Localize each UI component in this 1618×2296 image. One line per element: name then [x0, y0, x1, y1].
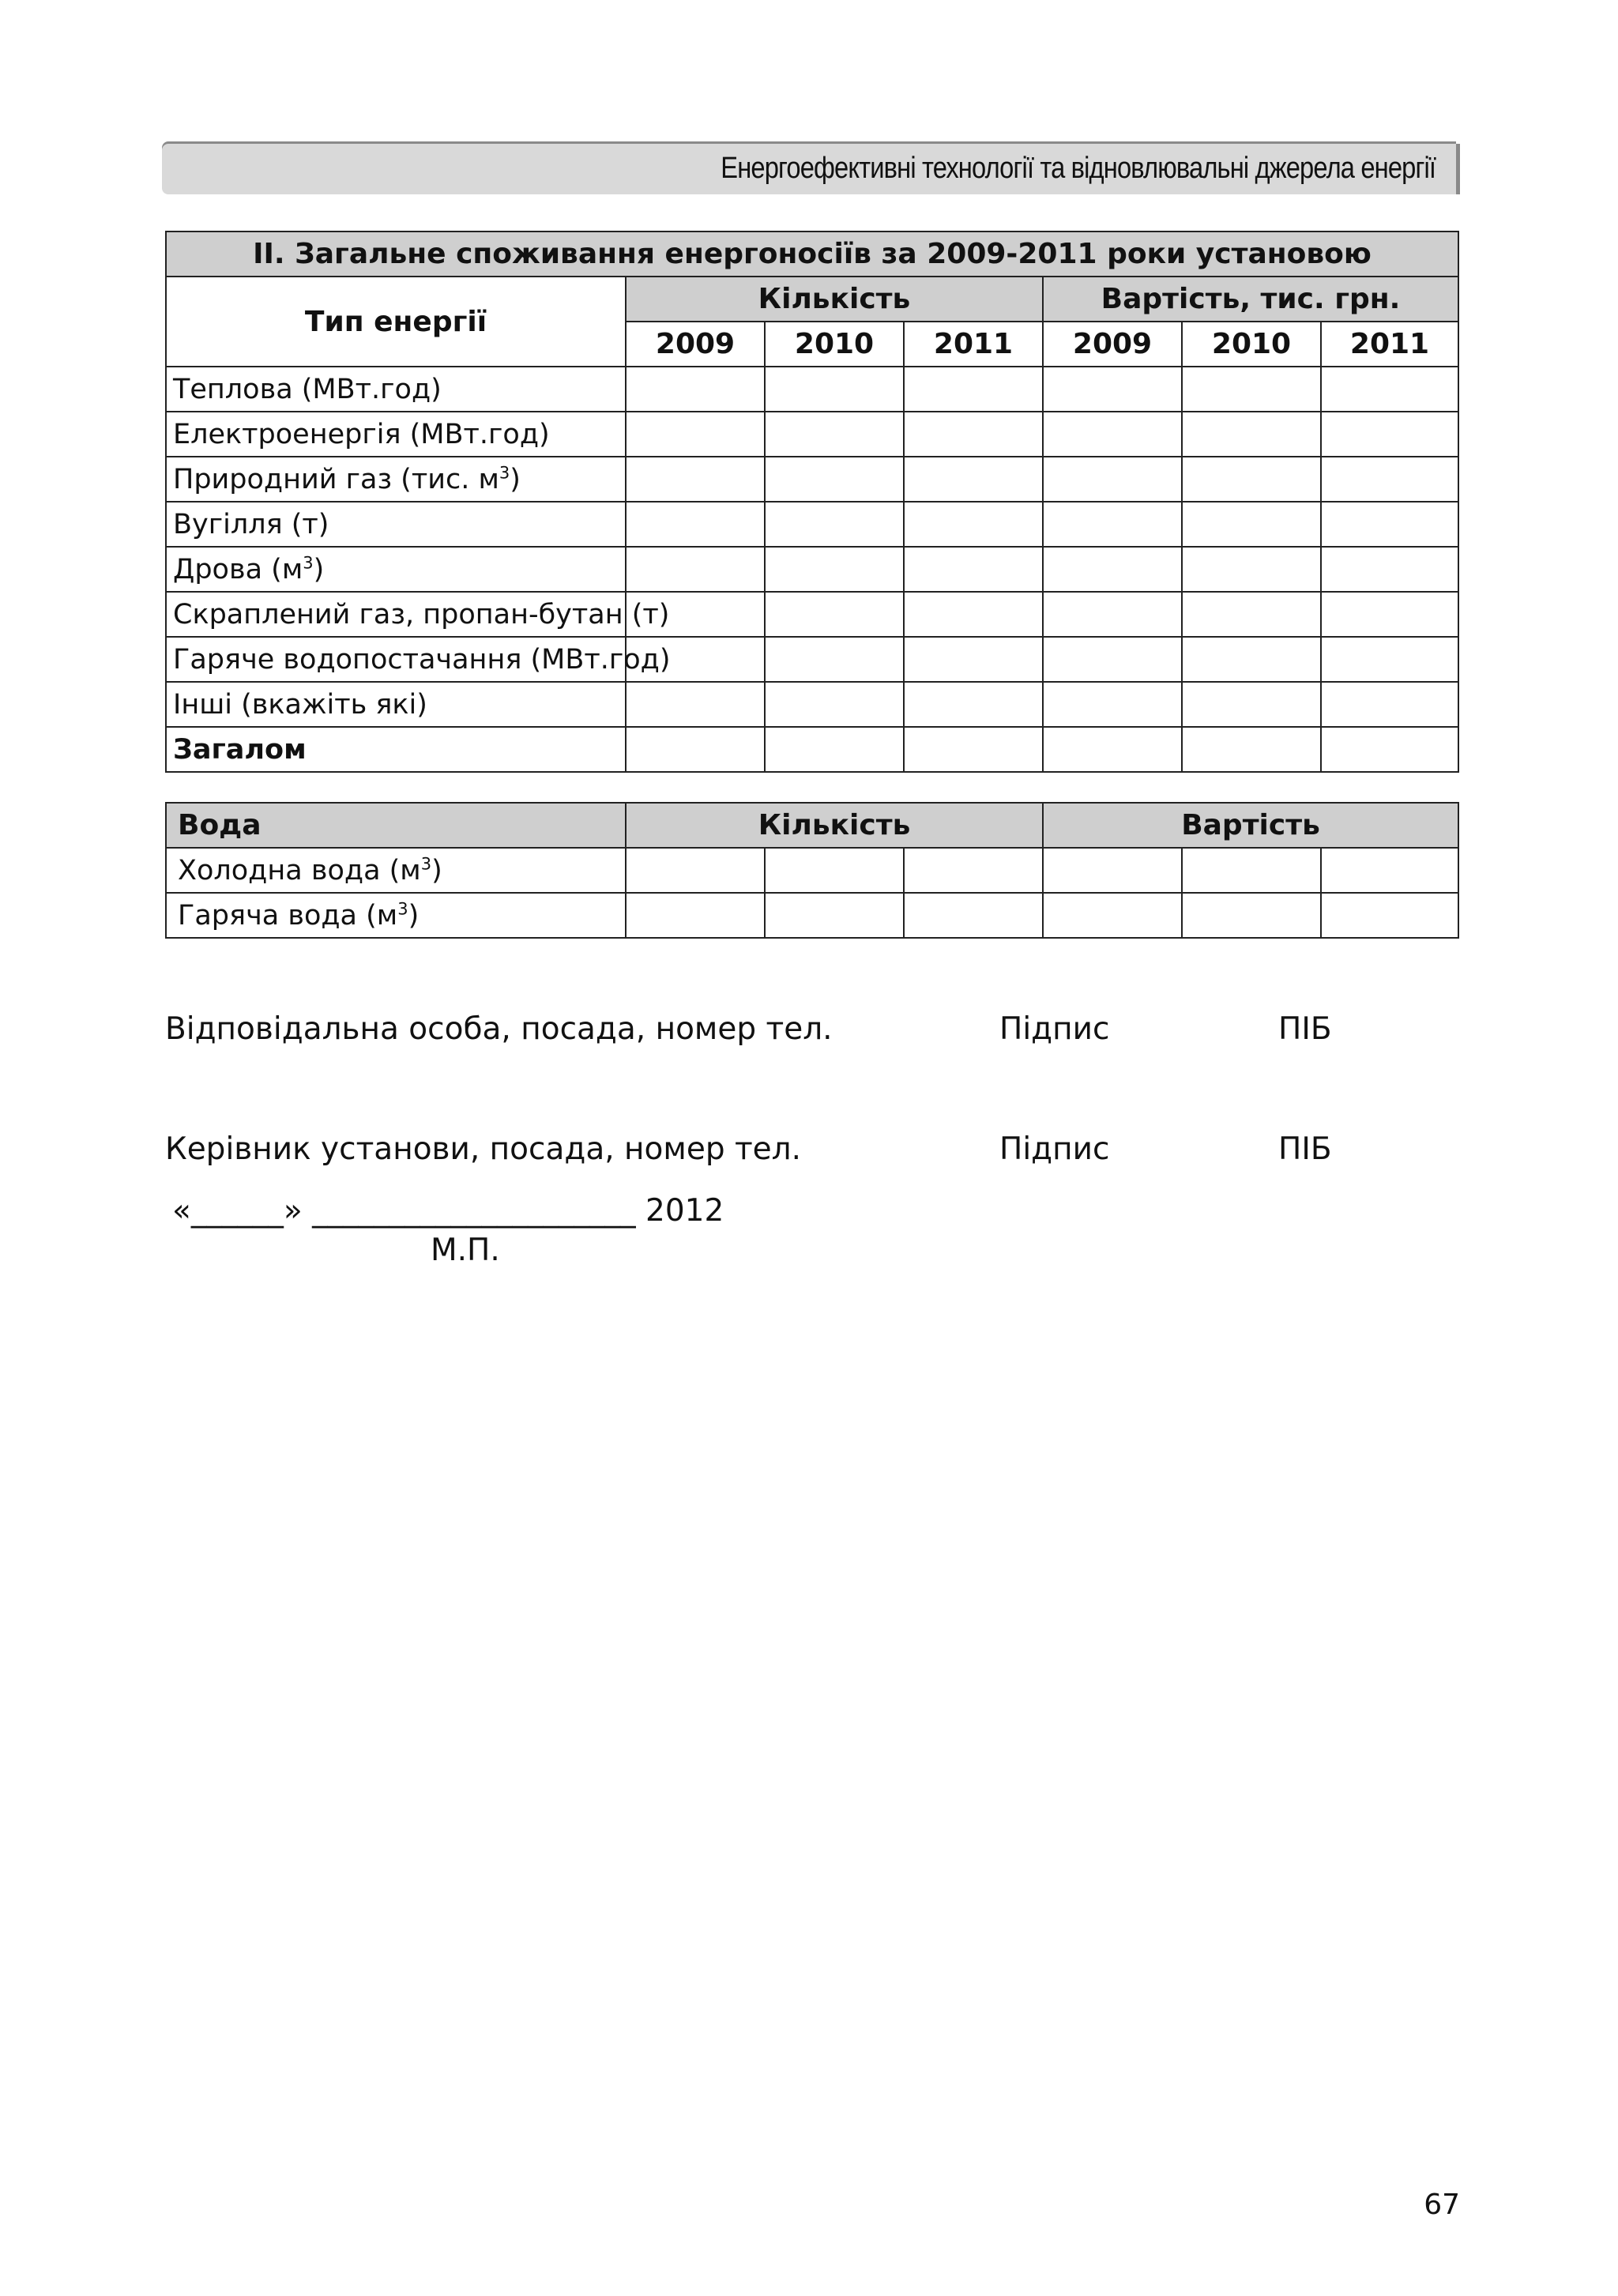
table-row [166, 893, 1458, 938]
value-cell[interactable] [765, 592, 904, 637]
value-cell[interactable] [1043, 457, 1182, 502]
value-cell[interactable] [904, 637, 1043, 682]
value-cell[interactable] [904, 592, 1043, 637]
value-cell[interactable] [626, 367, 765, 412]
year-header: 2010 [765, 322, 904, 367]
value-cell[interactable] [626, 412, 765, 457]
energy-consumption-table [165, 231, 1459, 773]
signature-label: Підпис [999, 1131, 1110, 1167]
value-cell[interactable] [1321, 502, 1458, 547]
value-cell[interactable] [1043, 848, 1182, 893]
value-cell[interactable] [1043, 727, 1182, 772]
table-row [166, 502, 1458, 547]
value-cell[interactable] [1182, 727, 1321, 772]
table-row [166, 682, 1458, 727]
value-cell[interactable] [1321, 592, 1458, 637]
year-header: 2011 [1321, 322, 1458, 367]
value-cell[interactable] [765, 682, 904, 727]
value-cell[interactable] [1182, 592, 1321, 637]
value-cell[interactable] [1043, 592, 1182, 637]
value-cell[interactable] [765, 412, 904, 457]
value-cell[interactable] [1043, 547, 1182, 592]
row-label: Дрова $(м^3)$ [166, 547, 626, 592]
value-cell[interactable] [1182, 848, 1321, 893]
row-label: Холодна вода $(м^3)$ [166, 848, 626, 893]
value-cell[interactable] [1182, 682, 1321, 727]
value-cell[interactable] [1321, 457, 1458, 502]
value-cell[interactable] [626, 727, 765, 772]
value-cell[interactable] [626, 547, 765, 592]
value-cell[interactable] [904, 848, 1043, 893]
value-cell[interactable] [765, 893, 904, 938]
row-label: Скраплений газ, пропан-бутан (т) [166, 592, 626, 637]
col-header-water-cost: Вартість [1043, 803, 1458, 848]
running-header-text: Енергоефективні технології та відновлювальні джерела енергії [721, 152, 1436, 185]
value-cell[interactable] [765, 727, 904, 772]
value-cell[interactable] [904, 367, 1043, 412]
table-row [166, 592, 1458, 637]
value-cell[interactable] [765, 848, 904, 893]
value-cell[interactable] [1043, 893, 1182, 938]
value-cell[interactable] [904, 502, 1043, 547]
value-cell[interactable] [1182, 637, 1321, 682]
value-cell[interactable] [626, 848, 765, 893]
value-cell[interactable] [1321, 682, 1458, 727]
full-name-label: ПІБ [1278, 1131, 1332, 1167]
responsible-person-label: Відповідальна особа, посада, номер тел. [165, 1011, 833, 1047]
col-header-quantity: Кількість [626, 277, 1043, 322]
value-cell[interactable] [1043, 682, 1182, 727]
col-header-energy-type: Тип енергії [166, 277, 626, 367]
col-header-cost: Вартість, тис. грн. [1043, 277, 1458, 322]
row-label: Гаряча вода $(м^3)$ [166, 893, 626, 938]
value-cell[interactable] [1321, 637, 1458, 682]
table-row [166, 637, 1458, 682]
value-cell[interactable] [765, 367, 904, 412]
table-row [166, 457, 1458, 502]
value-cell[interactable] [626, 893, 765, 938]
year-header: 2011 [904, 322, 1043, 367]
value-cell[interactable] [904, 547, 1043, 592]
table-row [166, 547, 1458, 592]
row-label: Вугілля (т) [166, 502, 626, 547]
row-label: Теплова (МВт.год) [166, 367, 626, 412]
value-cell[interactable] [1182, 547, 1321, 592]
year-header: 2009 [1043, 322, 1182, 367]
date-line: «______» _____________________ 2012 [172, 1193, 724, 1229]
value-cell[interactable] [1182, 893, 1321, 938]
value-cell[interactable] [1043, 502, 1182, 547]
value-cell[interactable] [1321, 848, 1458, 893]
value-cell[interactable] [1182, 457, 1321, 502]
total-row-label: Загалом [166, 727, 626, 772]
full-name-label: ПІБ [1278, 1011, 1332, 1047]
value-cell[interactable] [1043, 637, 1182, 682]
table-row [166, 848, 1458, 893]
table-row [166, 367, 1458, 412]
value-cell[interactable] [1182, 412, 1321, 457]
value-cell[interactable] [765, 502, 904, 547]
value-cell[interactable] [1182, 502, 1321, 547]
value-cell[interactable] [626, 682, 765, 727]
col-header-water-quantity: Кількість [626, 803, 1043, 848]
value-cell[interactable] [904, 893, 1043, 938]
value-cell[interactable] [1321, 412, 1458, 457]
running-header [162, 144, 1456, 194]
value-cell[interactable] [904, 412, 1043, 457]
value-cell[interactable] [1321, 367, 1458, 412]
table-row [166, 412, 1458, 457]
value-cell[interactable] [1321, 547, 1458, 592]
water-consumption-table [165, 802, 1459, 939]
value-cell[interactable] [626, 502, 765, 547]
year-header: 2009 [626, 322, 765, 367]
row-label: Електроенергія (МВт.год) [166, 412, 626, 457]
value-cell[interactable] [904, 682, 1043, 727]
value-cell[interactable] [765, 457, 904, 502]
value-cell[interactable] [1043, 412, 1182, 457]
col-header-water: Вода [166, 803, 626, 848]
head-of-institution-label: Керівник установи, посада, номер тел. [165, 1131, 802, 1167]
row-label: Гаряче водопостачання (МВт.год) [166, 637, 626, 682]
value-cell[interactable] [904, 727, 1043, 772]
value-cell[interactable] [1321, 727, 1458, 772]
row-label: Природний газ (тис. $м^3$) [166, 457, 626, 502]
value-cell[interactable] [1182, 367, 1321, 412]
value-cell[interactable] [904, 457, 1043, 502]
seal-label: М.П. [431, 1233, 500, 1268]
energy-table-title: ІІ. Загальне споживання енергоносіїв за 2009-2011 роки установою [166, 231, 1458, 277]
signature-label: Підпис [999, 1011, 1110, 1047]
year-header: 2010 [1182, 322, 1321, 367]
value-cell[interactable] [765, 637, 904, 682]
value-cell[interactable] [626, 457, 765, 502]
value-cell[interactable] [1043, 367, 1182, 412]
value-cell[interactable] [765, 547, 904, 592]
page-number: 67 [1424, 2189, 1460, 2221]
row-label: Інші (вкажіть які) [166, 682, 626, 727]
value-cell[interactable] [1321, 893, 1458, 938]
